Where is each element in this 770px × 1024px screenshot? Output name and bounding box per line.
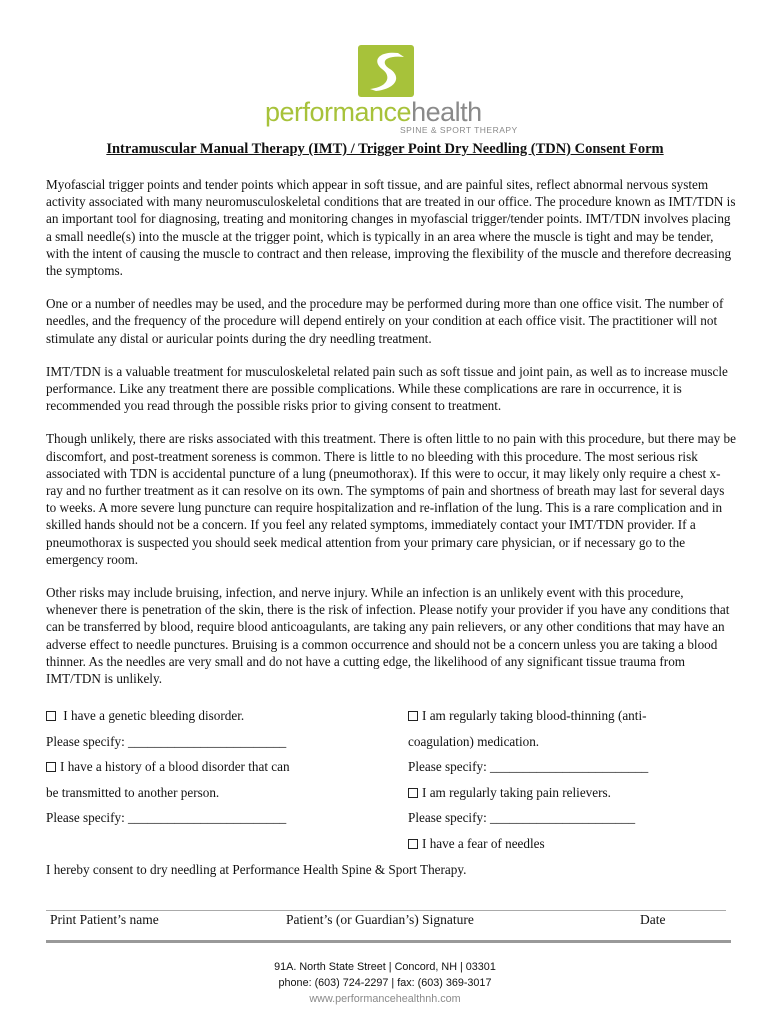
checkbox-pain-relievers[interactable]: I am regularly taking pain relievers. xyxy=(408,784,611,801)
checkbox-fear-needles[interactable]: I have a fear of needles xyxy=(408,835,545,852)
consent-statement: I hereby consent to dry needling at Performance Health Spine & Sport Therapy. xyxy=(46,862,467,877)
footer-website-link[interactable]: www.performancehealthnh.com xyxy=(309,993,461,1005)
footer-phone: phone: (603) 724-2297 | fax: (603) 369-3017 xyxy=(278,977,492,989)
checkbox-blood-disorder-cont: be transmitted to another person. xyxy=(46,785,220,800)
footer-address: 91A. North State Street | Concord, NH | 03301 xyxy=(274,961,496,973)
checkbox-blood-disorder[interactable]: I have a history of a blood disorder that can xyxy=(46,758,290,775)
logo-mark-icon xyxy=(358,45,414,97)
paragraph-5: Other risks may include bruising, infection, and nerve injury. While an infection is an unlikely event with this procedure, whenever there is penetration of the skin, there is the risk of infection. Please notify your provider if you have any conditions that can be transferred by blood, require blood anticoagulants, are taking any pain relievers, or any other conditions that may have an adverse effect to needle punctures. Bruising is a common occurrence and should not be a concern unless you are taking a blood thinner. As the needles are very small and do not have a cutting edge, the likelihood of any significant tissue trauma from IMT/TDN is unlikely. xyxy=(46,585,730,687)
checkbox-blood-thinning-cont: coagulation) medication. xyxy=(408,734,540,749)
checkbox-icon[interactable] xyxy=(408,711,418,721)
checkbox-blood-thinning[interactable]: I am regularly taking blood-thinning (anti- xyxy=(408,707,647,724)
date-label: Date xyxy=(640,912,666,927)
paragraph-3: IMT/TDN is a valuable treatment for musculoskeletal related pain such as soft tissue and joint pain, as well as to increase muscle performance. Like any treatment there are possible complications. While these complications are rare in occurrence, it is recommended you read through the possible risks prior to giving consent to treatment. xyxy=(46,363,728,414)
paragraph-4: Though unlikely, there are risks associated with this treatment. There is often little to no pain with this procedure, but there may be discomfort, and post-treatment soreness is common. There is little to no bleeding with this procedure. The most serious risk associated with TDN is accidental puncture of a lung (pneumothorax). If this were to occur, it may likely only require a chest x-ray and no further treatment as it can resolve on its own. The symptoms of pain and shortness of breath may last for several days to weeks. A more severe lung puncture can require hospitalization and re-inflation of the lung. This is a rare complication and in skilled hands should not be a concern. If you feel any related symptoms, immediately contact your IMT/TDN provider. If a pneumothorax is suspected you should seek medical attention from your primary care physician, or if necessary go to the emergency room. xyxy=(46,431,736,567)
logo-tagline: SPINE & SPORT THERAPY xyxy=(400,125,518,135)
specify-field-disorder[interactable]: Please specify: ________________________ xyxy=(46,810,287,825)
form-title: Intramuscular Manual Therapy (IMT) / Trigger Point Dry Needling (TDN) Consent Form xyxy=(106,141,664,157)
checkbox-genetic-bleeding[interactable]: I have a genetic bleeding disorder. xyxy=(46,707,244,724)
paragraph-2: One or a number of needles may be used, and the procedure may be performed during more than one office visit. The number of needles, and the frequency of the procedure will depend entirely on your condition at each office visit. The practitioner will not stimulate any distal or auricular points during the dry needling treatment. xyxy=(46,296,724,346)
paragraph-1: Myofascial trigger points and tender points which appear in soft tissue, and are painful sites, reflect abnormal nervous system activity associated with many neuromusculoskeletal conditions that are treated in our office. The procedure known as IMT/TDN is an important tool for diagnosing, treating and monitoring changes in myofascial trigger/tender points. IMT/TDN involves placing a small needle(s) into the muscle at the trigger point, which is typically in an area where the muscle is tight and may be tender, with the intent of causing the muscle to contract and then release, improving the flexibility of the muscle and therefore decreasing the symptoms. xyxy=(46,177,736,279)
company-logo xyxy=(265,45,518,135)
specify-field-relievers[interactable]: Please specify: ______________________ xyxy=(408,810,636,825)
specify-field-thinning[interactable]: Please specify: ________________________ xyxy=(408,759,649,774)
checkbox-icon[interactable] xyxy=(408,788,418,798)
checkbox-icon[interactable] xyxy=(46,711,56,721)
form-body xyxy=(46,176,736,703)
checkbox-icon[interactable] xyxy=(408,839,418,849)
specify-field-bleeding[interactable]: Please specify: ________________________ xyxy=(46,734,287,749)
checkbox-icon[interactable] xyxy=(46,762,56,772)
print-name-label: Print Patient’s name xyxy=(50,912,159,927)
signature-line[interactable] xyxy=(46,910,726,911)
footer-divider xyxy=(46,940,731,943)
logo-wordmark: performancehealth xyxy=(265,97,482,127)
signature-label: Patient’s (or Guardian’s) Signature xyxy=(286,912,474,927)
